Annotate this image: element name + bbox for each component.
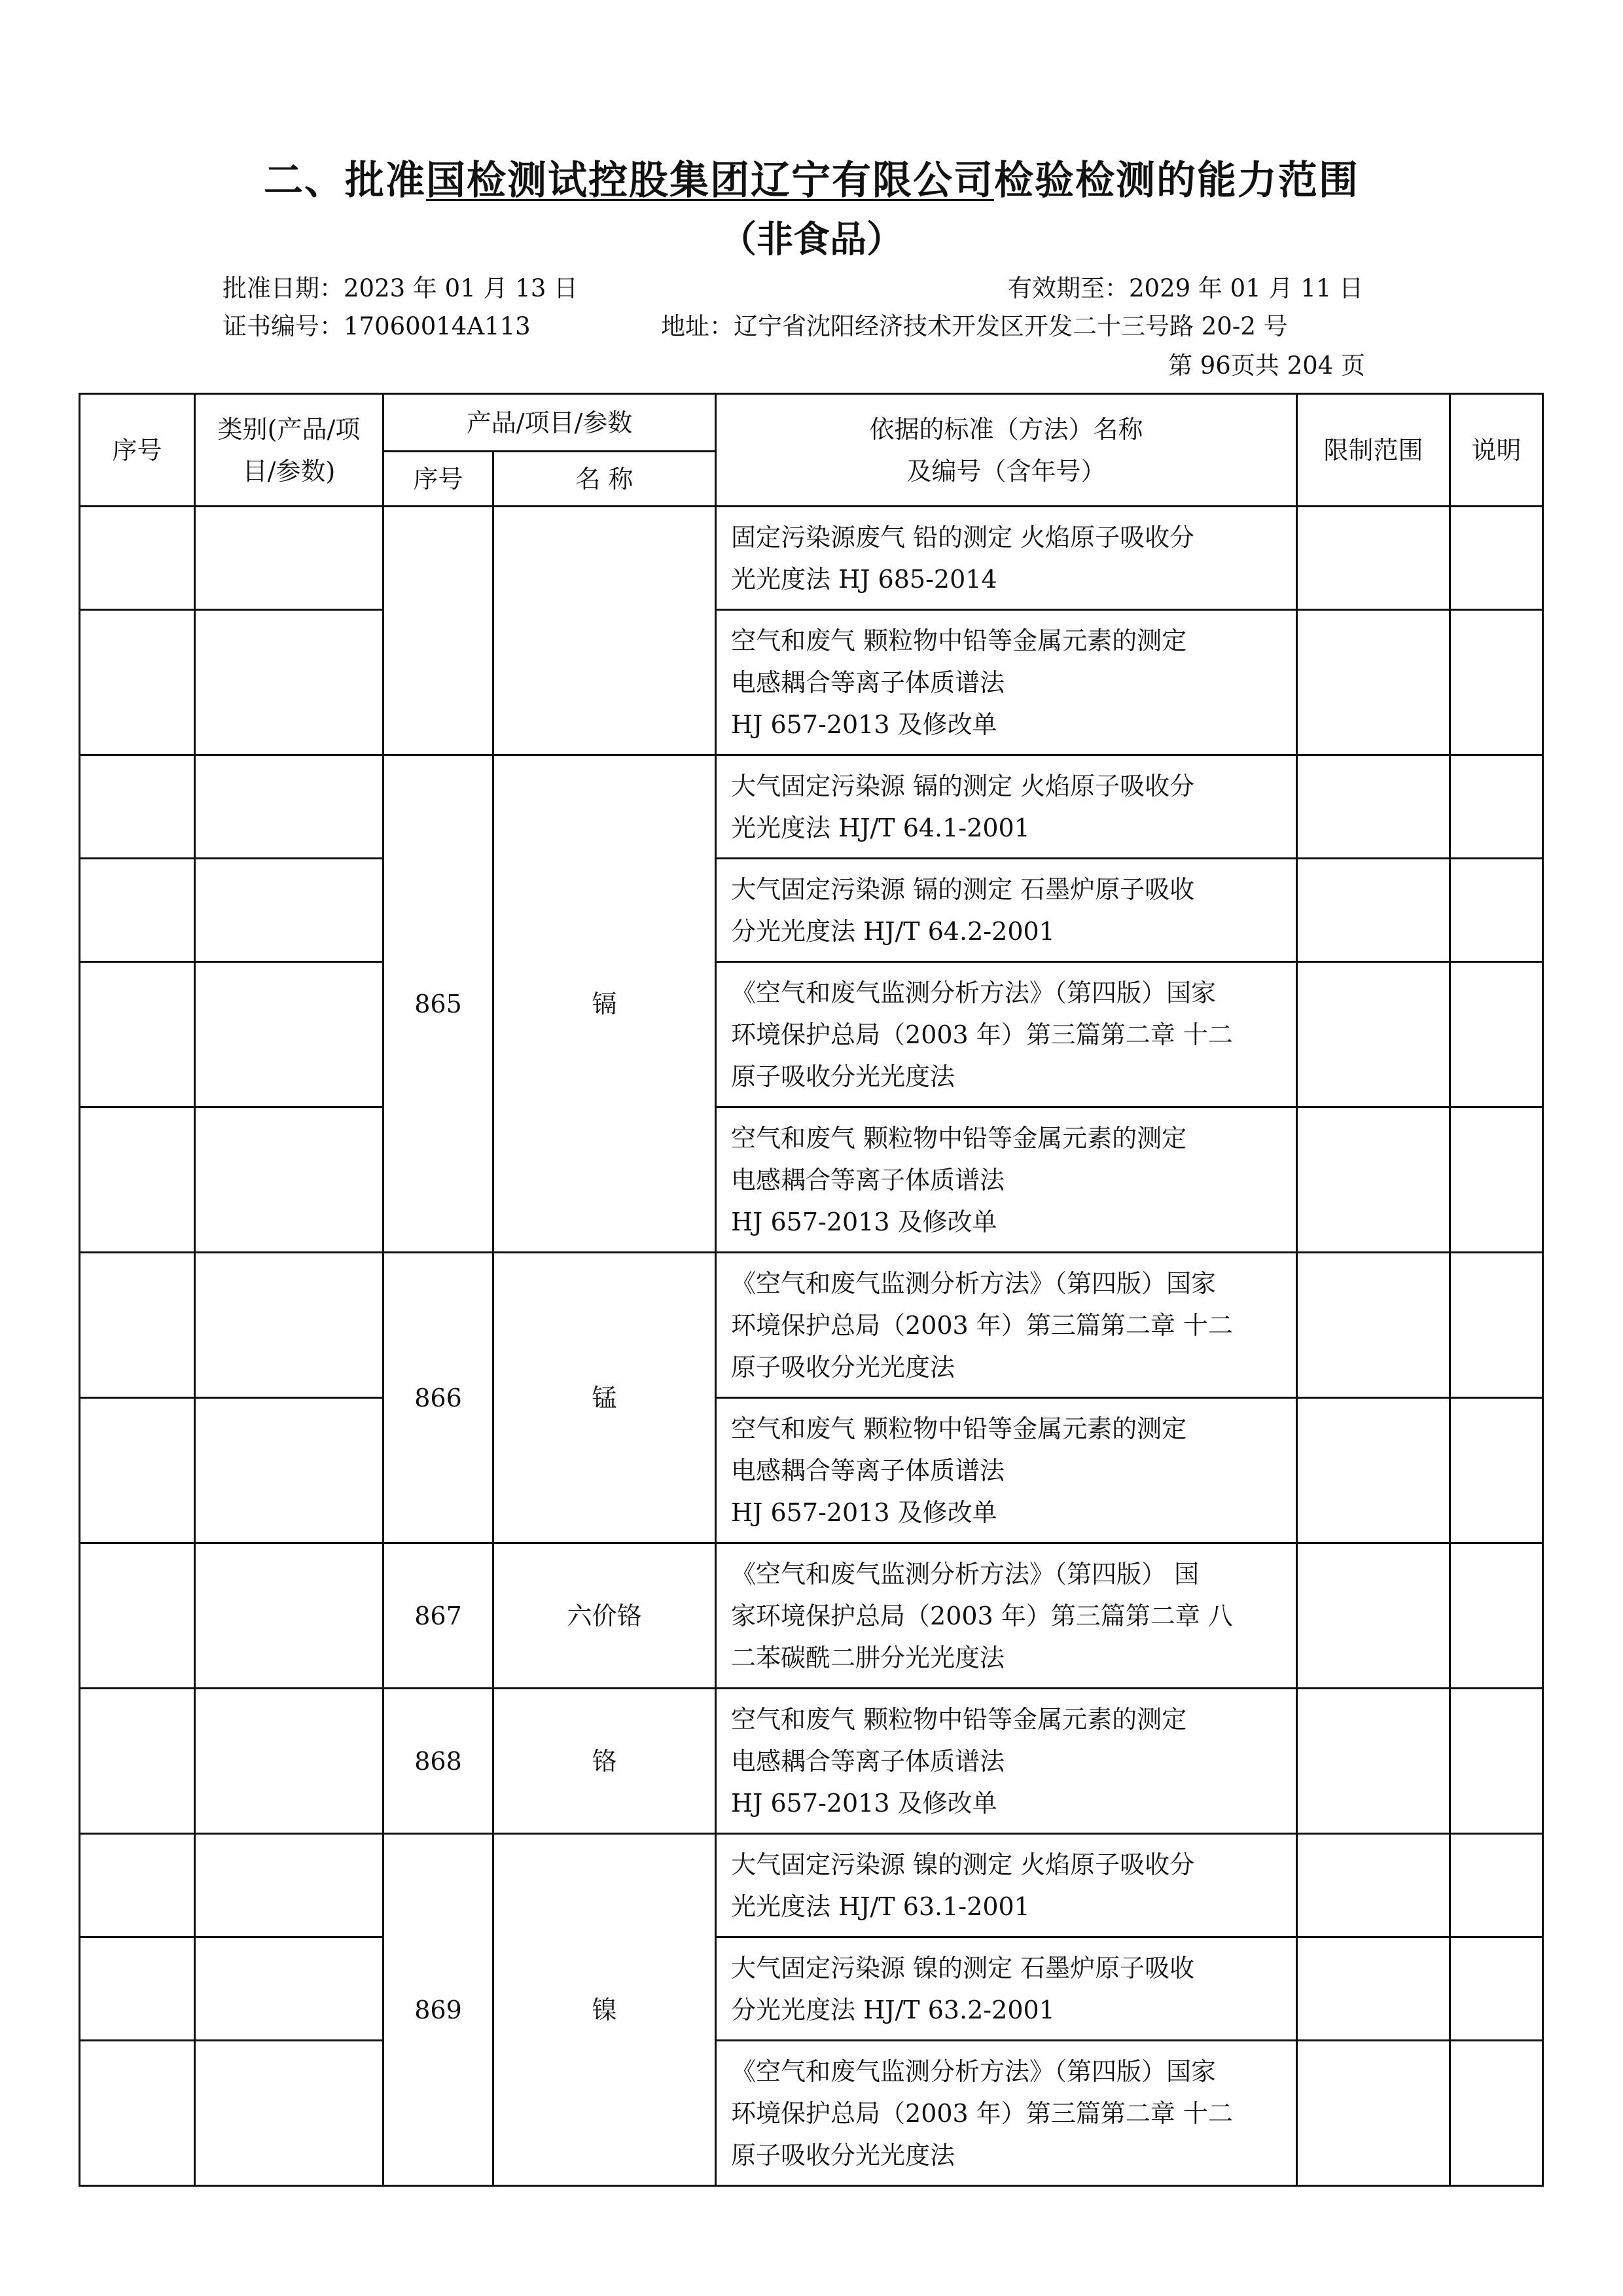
table-row xyxy=(80,1543,1543,1689)
table-row xyxy=(80,1107,1543,1253)
standard-cell xyxy=(716,1398,1297,1543)
item-seq: 865 xyxy=(383,755,493,1253)
note-cell xyxy=(1450,610,1543,755)
row-seq-cell xyxy=(80,1937,195,2041)
note-cell xyxy=(1450,859,1543,962)
header-product-group: 产品/项目/参数 xyxy=(383,394,716,452)
table-row xyxy=(80,2041,1543,2186)
note-cell xyxy=(1450,1834,1543,1937)
title-org: 国检测试控股集团辽宁有限公司 xyxy=(426,158,994,204)
table-row xyxy=(80,610,1543,755)
standard-cell xyxy=(716,1937,1297,2041)
row-category-cell xyxy=(195,1834,383,1937)
standard-cell xyxy=(716,2041,1297,2186)
standard-text: 大气固定污染源 镍的测定 火焰原子吸收分 光光度法 HJ/T 63.1-2001 xyxy=(731,1850,1195,1921)
limit-cell xyxy=(1297,1937,1450,2041)
header-standard: 依据的标准（方法）名称 及编号（含年号） xyxy=(716,394,1297,507)
table-row xyxy=(80,1253,1543,1398)
header-category: 类别(产品/项目/参数) xyxy=(195,394,383,507)
row-category-cell xyxy=(195,1253,383,1398)
standard-cell xyxy=(716,1689,1297,1834)
limit-cell xyxy=(1297,1253,1450,1398)
limit-cell xyxy=(1297,859,1450,962)
table-row xyxy=(80,1937,1543,2041)
standard-cell xyxy=(716,1543,1297,1689)
row-seq-cell xyxy=(80,859,195,962)
header-limit: 限制范围 xyxy=(1297,394,1450,507)
row-category-cell xyxy=(195,1937,383,2041)
row-seq-cell xyxy=(80,755,195,859)
row-category-cell xyxy=(195,1398,383,1543)
note-cell xyxy=(1450,1398,1543,1543)
header-sub-name: 名 称 xyxy=(493,452,716,507)
cert-number: 证书编号：17060014A113 xyxy=(223,312,531,340)
valid-until: 有效期至：2029 年 01 月 11 日 xyxy=(1008,274,1364,302)
standard-cell xyxy=(716,610,1297,755)
table-row xyxy=(80,1689,1543,1834)
limit-cell xyxy=(1297,962,1450,1107)
row-seq-cell xyxy=(80,507,195,610)
row-seq-cell xyxy=(80,1543,195,1689)
item-name xyxy=(493,507,716,755)
standard-cell xyxy=(716,859,1297,962)
item-seq xyxy=(383,507,493,755)
limit-cell xyxy=(1297,1689,1450,1834)
item-name: 铬 xyxy=(493,1689,716,1834)
row-category-cell xyxy=(195,2041,383,2186)
row-seq-cell xyxy=(80,1253,195,1398)
standard-text: 《空气和废气监测分析方法》（第四版）国家 环境保护总局（2003 年）第三篇第二章 十二 原子吸收分光光度法 xyxy=(731,978,1233,1091)
note-cell xyxy=(1450,507,1543,610)
standard-cell xyxy=(716,755,1297,859)
row-seq-cell xyxy=(80,2041,195,2186)
standard-text: 《空气和废气监测分析方法》（第四版）国家 环境保护总局（2003 年）第三篇第二章 十二 原子吸收分光光度法 xyxy=(731,1268,1233,1382)
limit-cell xyxy=(1297,1834,1450,1937)
note-cell xyxy=(1450,755,1543,859)
table-row xyxy=(80,1834,1543,1937)
approval-date: 批准日期：2023 年 01 月 13 日 xyxy=(223,274,579,302)
header-sub-seq: 序号 xyxy=(383,452,493,507)
standard-cell xyxy=(716,1834,1297,1937)
row-seq-cell xyxy=(80,1834,195,1937)
row-seq-cell xyxy=(80,610,195,755)
limit-cell xyxy=(1297,755,1450,859)
item-seq: 867 xyxy=(383,1543,493,1689)
standard-text: 《空气和废气监测分析方法》（第四版）国家 环境保护总局（2003 年）第三篇第二章 十二 原子吸收分光光度法 xyxy=(731,2056,1233,2170)
table-row xyxy=(80,859,1543,962)
standard-cell xyxy=(716,962,1297,1107)
item-seq: 868 xyxy=(383,1689,493,1834)
note-cell xyxy=(1450,1253,1543,1398)
note-cell xyxy=(1450,1543,1543,1689)
note-cell xyxy=(1450,1689,1543,1834)
row-category-cell xyxy=(195,755,383,859)
row-seq-cell xyxy=(80,1398,195,1543)
title-prefix: 二、批准 xyxy=(264,158,426,204)
address: 地址：辽宁省沈阳经济技术开发区开发二十三号路 20-2 号 xyxy=(661,312,1288,340)
standard-cell xyxy=(716,1107,1297,1253)
row-category-cell xyxy=(195,859,383,962)
row-category-cell xyxy=(195,610,383,755)
note-cell xyxy=(1450,962,1543,1107)
standard-text: 空气和废气 颗粒物中铅等金属元素的测定 电感耦合等离子体质谱法 HJ 657-2013 及修改单 xyxy=(731,1704,1187,1818)
limit-cell xyxy=(1297,1398,1450,1543)
standard-text: 大气固定污染源 镍的测定 石墨炉原子吸收 分光光度法 HJ/T 63.2-2001 xyxy=(731,1953,1195,2024)
standard-text: 大气固定污染源 镉的测定 石墨炉原子吸收 分光光度法 HJ/T 64.2-2001 xyxy=(731,874,1195,946)
row-seq-cell xyxy=(80,962,195,1107)
header-note: 说明 xyxy=(1450,394,1543,507)
standard-text: 空气和废气 颗粒物中铅等金属元素的测定 电感耦合等离子体质谱法 HJ 657-2013 及修改单 xyxy=(731,1123,1187,1236)
row-category-cell xyxy=(195,962,383,1107)
page-title xyxy=(0,149,1623,206)
table-row xyxy=(80,755,1543,859)
table-body xyxy=(80,394,1543,2186)
standard-cell xyxy=(716,507,1297,610)
table-row xyxy=(80,1398,1543,1543)
note-cell xyxy=(1450,1937,1543,2041)
limit-cell xyxy=(1297,1107,1450,1253)
page-subtitle: （非食品） xyxy=(720,219,903,261)
scope-table xyxy=(79,393,1544,2187)
limit-cell xyxy=(1297,1543,1450,1689)
row-category-cell xyxy=(195,1689,383,1834)
header-seq: 序号 xyxy=(80,394,195,507)
item-name: 镍 xyxy=(493,1834,716,2186)
table-row xyxy=(80,507,1543,610)
row-category-cell xyxy=(195,1107,383,1253)
item-seq: 869 xyxy=(383,1834,493,2186)
page-info: 第 96页共 204 页 xyxy=(1168,351,1365,380)
standard-text: 固定污染源废气 铅的测定 火焰原子吸收分 光光度法 HJ 685-2014 xyxy=(731,522,1195,594)
row-category-cell xyxy=(195,1543,383,1689)
standard-text: 大气固定污染源 镉的测定 火焰原子吸收分 光光度法 HJ/T 64.1-2001 xyxy=(731,771,1195,842)
row-seq-cell xyxy=(80,1689,195,1834)
row-seq-cell xyxy=(80,1107,195,1253)
limit-cell xyxy=(1297,507,1450,610)
standard-text: 空气和废气 颗粒物中铅等金属元素的测定 电感耦合等离子体质谱法 HJ 657-2013 及修改单 xyxy=(731,1414,1187,1527)
limit-cell xyxy=(1297,2041,1450,2186)
table-row xyxy=(80,962,1543,1107)
item-name: 六价铬 xyxy=(493,1543,716,1689)
standard-text: 空气和废气 颗粒物中铅等金属元素的测定 电感耦合等离子体质谱法 HJ 657-2013 及修改单 xyxy=(731,626,1187,739)
item-name: 镉 xyxy=(493,755,716,1253)
note-cell xyxy=(1450,2041,1543,2186)
item-name: 锰 xyxy=(493,1253,716,1543)
note-cell xyxy=(1450,1107,1543,1253)
standard-text: 《空气和废气监测分析方法》（第四版） 国 家环境保护总局（2003 年）第三篇第二章 八 二苯碳酰二肼分光光度法 xyxy=(731,1559,1233,1672)
title-suffix: 检验检测的能力范围 xyxy=(994,158,1359,204)
standard-cell xyxy=(716,1253,1297,1398)
item-seq: 866 xyxy=(383,1253,493,1543)
row-category-cell xyxy=(195,507,383,610)
limit-cell xyxy=(1297,610,1450,755)
